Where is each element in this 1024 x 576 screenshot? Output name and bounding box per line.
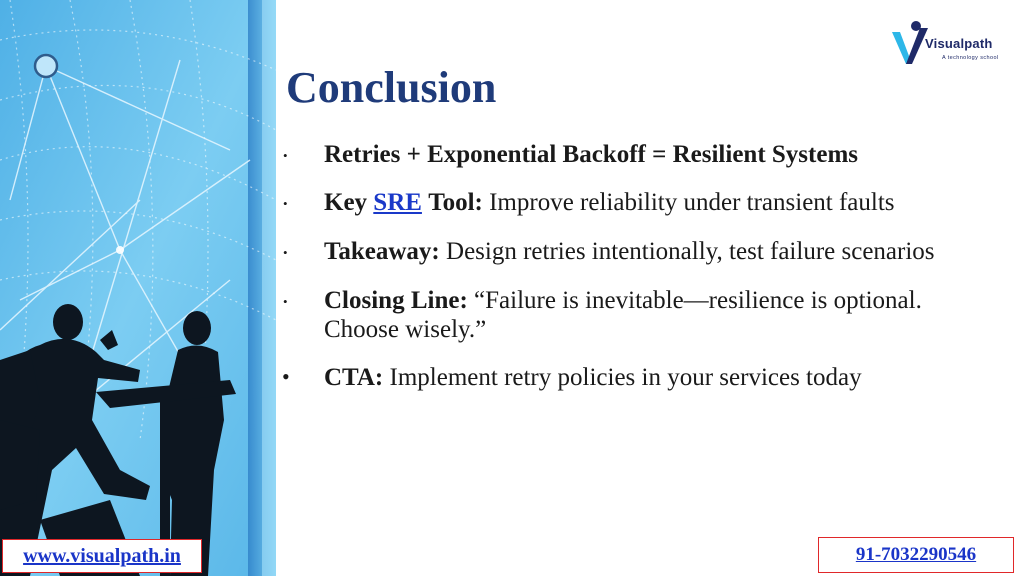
- logo-name: Visualpath: [925, 36, 993, 51]
- bullet-prefix: Key: [324, 189, 368, 216]
- bullet-text: Improve reliability under transient faults: [489, 189, 895, 216]
- bullet-label: Takeaway:: [324, 238, 440, 265]
- bullet-dot-icon: •: [283, 196, 288, 211]
- sre-link[interactable]: SRE: [373, 189, 422, 216]
- bullet-text: Implement retry policies in your services today: [389, 364, 862, 391]
- bullet-label: Tool:: [428, 189, 483, 216]
- bullet-dot-icon: •: [283, 245, 288, 260]
- bullet-list: [280, 140, 960, 392]
- bullet-text: Design retries intentionally, test failure scenarios: [446, 238, 935, 265]
- bullet-item: [280, 237, 960, 266]
- bullet-label: Closing Line:: [324, 287, 468, 314]
- website-box: [2, 539, 202, 573]
- decorative-business-image: [0, 0, 276, 576]
- visualpath-logo: [890, 18, 1010, 70]
- website-link[interactable]: www.visualpath.in: [23, 544, 181, 567]
- bullet-dot-icon: •: [283, 148, 288, 163]
- visualpath-v-logo-icon: [890, 18, 930, 68]
- bullet-item: [280, 363, 960, 392]
- bullet-label: CTA:: [324, 364, 384, 391]
- bullet-text: “Failure is inevitable—resilience is optional. Choose wisely.”: [324, 287, 922, 343]
- bullet-dot-icon: •: [283, 294, 288, 309]
- bullet-text: Retries + Exponential Backoff = Resilient Systems: [324, 141, 859, 168]
- slide-title: Conclusion: [286, 63, 497, 112]
- phone-box: [818, 537, 1014, 573]
- bullet-item: [280, 140, 960, 169]
- logo-tagline: A technology school: [942, 55, 999, 61]
- bullet-item: [280, 286, 960, 344]
- bullet-dot-icon: •: [282, 364, 290, 389]
- bullet-item: [280, 188, 960, 217]
- phone-link[interactable]: 91-7032290546: [855, 544, 977, 565]
